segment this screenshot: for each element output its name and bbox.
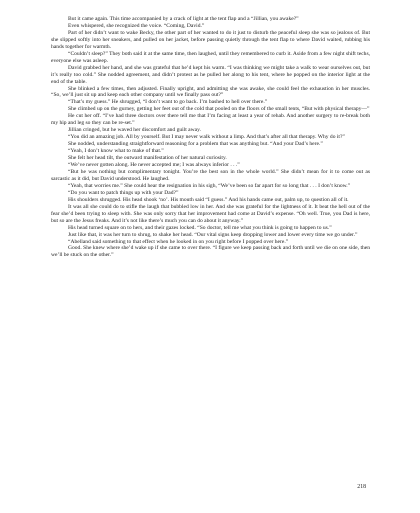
paragraph: It was all she could do to stifle the laugh that bubbled low in her. And she was grateful for the lightness of it. It beat the hell out of the fear she’d been trying to sleep with. She was only sorry that her improvement had come at David’s expense. “Oh well. True, you Dad is here, but so are the Jesus freaks. And it’s not like there’s much you can do about it anyway.” [51,203,370,224]
paragraph: “That’s my guess.” He shrugged, “I don’t want to go back. I’m bashed to hell over there.” [68,99,268,106]
paragraph: She climbed up on the gurney, getting her feet out of the cold that pooled on the floors of the small tents, “But with physical therapy—” [68,106,370,113]
paragraph: Part of her didn’t want to wake Becky, the other part of her wanted to do it just to disturb the peaceful sleep she was so jealous of. But she slipped softly into her sneakers, and pulled on her jacket, before passing quietly through the tent flap to where David waited, rubbing his hands together for warmth. [51,29,370,50]
paragraph: “Yeah, that worries me.” She could hear the resignation in his sigh, “We’ve been so far apart for so long that . . . I don’t know.” [68,182,351,189]
paragraph: But it came again. This time accompanied by a crack of light at the tent flap and a “Jillian, you awake?” [68,16,299,22]
paragraph: Even whispered, she recognized the voice. “Coming, David.” [68,22,205,29]
paragraph: “But he was nothing but complimentary tonight. You’re the best son in the whole world.” She didn’t mean for it to come out as sarcastic as it did, but David understood. He laughed. [51,168,370,182]
paragraph: She felt her head tilt, the outward manifestation of her natural curiosity. [68,155,227,162]
page-number: 218 [357,484,366,490]
paragraph: Jillian cringed, but he waved her discomfort and guilt away. [68,127,201,134]
paragraph: She nodded, understanding straightforward reasoning for a problem that was anything but. “And your Dad’s here.” [68,141,323,148]
paragraph: Good. She knew where she’d wake up if she came to over there. “I figure we keep passing back and forth until we die on one side, then we’ll be stuck on the other.” [51,245,370,259]
paragraph: David grabbed her hand, and she was grateful that he’d kept his warm. “I was thinking we might take a walk to wear ourselves out, but it’s really too cold.” She nodded agreement, and didn’t protest as he pulled her along to his tent, where he popped on the interior light at the end of the table. [51,64,370,85]
body-text [51,16,370,259]
paragraph: “We’ve never gotten along. He never accepted me; I was always inferior . . .” [68,162,240,169]
paragraph: Just like that, it was her turn to shrug, to shake her head. “Our vital signs keep dropping lower and lower every time we go under.” [68,231,358,238]
paragraph: “You did an amazing job. All by yourself. But I may never walk without a limp. And that’s after all that therapy. Why do it?” [68,134,345,141]
paragraph: “Couldn’t sleep?” They both said it at the same time, then laughed, until they remembered to curb it. Aside from a few night shift techs, everyone else was asleep. [51,50,370,64]
paragraph: “Abelland said something to that effect when he looked in on you right before I popped over here.” [68,238,289,245]
paragraph: His head turned square on to hers, and their gazes locked. “So doctor, tell me what you think is going to happen to us.” [68,224,332,231]
paragraph: He cut her off. “I’ve had three doctors over there tell me that I’m facing at least a year of rehab. And another surgery to re-break both my hip and leg so they can be re-set.” [51,113,370,127]
paragraph: His shoulders shrugged. His head shook ‘no’. His mouth said “I guess.” And his hands came out, palm up, to question all of it. [68,196,349,203]
paragraph: “Do you want to patch things up with your Dad?” [68,189,179,196]
paragraph: “Yeah, I don’t know what to make of that.” [68,148,164,155]
paragraph: She blinked a few times, then adjusted. Finally upright, and admitting she was awake, she could feel the exhaustion in her muscles. “So, we’ll just sit up and keep each other company until we finally pass out?” [51,85,370,99]
